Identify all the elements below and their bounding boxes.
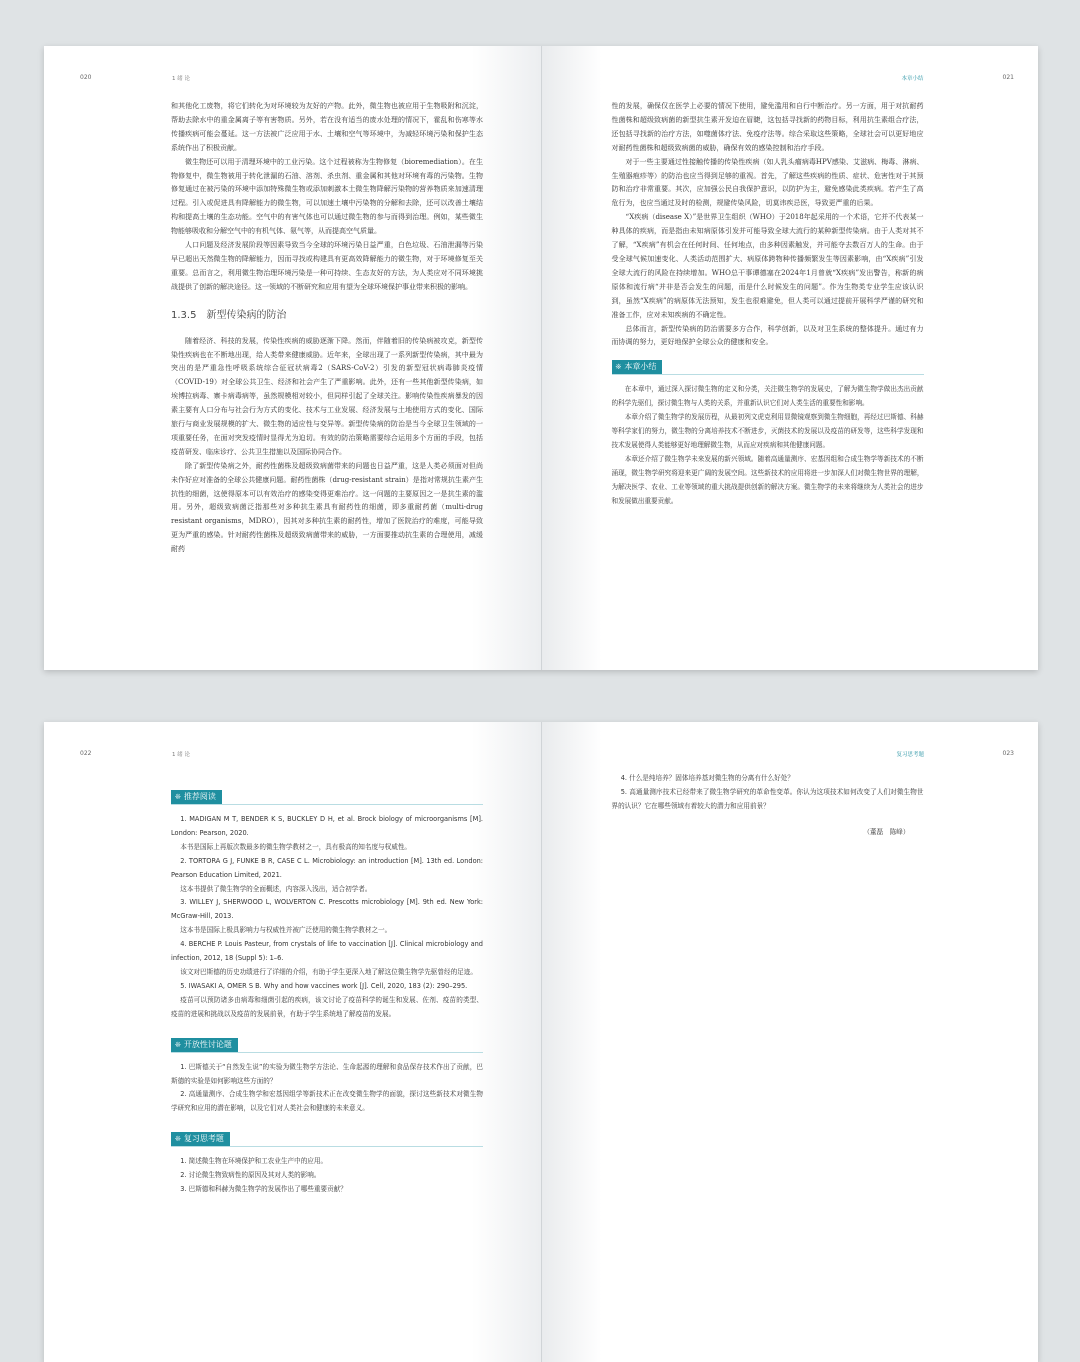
review-box-header [171, 1132, 483, 1147]
summary-paragraph: 在本章中，通过深入探讨微生物的定义和分类，关注微生物学的发展史，了解为微生物学做出杰出贡献的科学先驱们，探讨微生物与人类的关系，并重新认识它们对人类生活的重要性和影响。 [611, 385, 924, 408]
review-item: 2. 讨论微生物致病性的原因及其对人类的影响。 [180, 1171, 321, 1180]
summary-title: 本章小结 [624, 362, 657, 372]
running-head: 1 绪 论 [172, 752, 190, 758]
body-text [171, 780, 483, 1197]
discussion-title: 开放性讨论题 [183, 1039, 232, 1049]
summary-tag [612, 360, 663, 374]
reading-title: 推荐阅读 [183, 792, 216, 801]
reading-list [171, 813, 483, 1022]
reference-item: 5. IWASAKI A, OMER S B. Why and how vaccines work [J]. Cell, 2020, 183 (2): 290–295. [180, 981, 468, 990]
paragraph: “X疾病（disease X）”是世界卫生组织（WHO）于2018年起采用的一个术语，它并不代表某一种具体的疾病，而是指由未知病原体引发并可能导致全球大流行的某种新型传染病。由于人类对其不了解，“X疾病”有机会在任何时间、任何地点，由多种因素触发，并可能夺去数百万人的生命。由于受全球气候加速变化、人类活动范围扩大、病原体跨物种传播频繁发生等因素影响，由“X疾病”引发全球大流行的风险在持续增加。WHO总干事谭德塞在2024年1月曾就“X疾病”发出警告，称新的病原体和流行病“并非是否会发生的问题，而是什么时候发生的问题”。作为生物类专业学生应该认识到，虽然“X疾病”的病原体无法预知，发生也很难避免，但人类可以通过提前开展科学严谨的研究和准备工作，应对未知疾病的不确定性。 [611, 213, 924, 319]
page-number: 021 [1002, 74, 1014, 81]
reference-note: 这本书提供了微生物学的全面概述，内容深入浅出，适合初学者。 [180, 884, 372, 893]
author-signature: （董磊 陈峰） [863, 827, 910, 836]
review-title: 复习思考题 [183, 1134, 224, 1144]
paragraph: 性的发展，确保仅在医学上必要的情况下使用，避免滥用和自行中断治疗。另一方面，用于对抗耐药性菌株和超级致病菌的新型抗生素开发迫在眉睫，这包括寻找新的药物目标，利用抗生素组合疗法，还包括寻找新的治疗方法，如噬菌体疗法、免疫疗法等。综合采取这些策略，全球社会可以更好地应对耐药性菌株和超级致病菌的威胁，确保有效的感染控制和治疗手段。 [611, 102, 924, 152]
page-022 [44, 722, 541, 1362]
paragraph: 和其他化工废物，将它们转化为对环境较为友好的产物。此外，微生物也被应用于生物吸附和沉淀，帮助去除水中的重金属离子等有害物质。另外，若在没有适当的废水处理的情况下，霍乱和伤寒等水传播疾病可能会蔓延。这一方法被广泛应用于水、土壤和空气等环境中，为减轻环境污染和保护生态系统作出了积极贡献。 [171, 102, 483, 152]
review-item: 1. 简述微生物在环境保护和工农业生产中的应用。 [180, 1157, 328, 1166]
paragraph: 对于一些主要通过性接触传播的传染性疾病（如人乳头瘤病毒HPV感染、艾滋病、梅毒、淋病、生殖器疱疹等）的防治也应当得到足够的重视。首先，了解这些疾病的性质、症状、危害性对于其预防和治疗非常重要。其次，应加强公民自我保护意识，以防护为主，避免感染此类疾病。若产生了高危行为，也应当通过及时的检测，规避传染风险，切莫讳疾忌医，导致更严重的后果。 [611, 157, 924, 208]
snowflake-icon: ❊ [615, 363, 622, 372]
review-tag [171, 1132, 230, 1146]
reference-note: 该文对巴斯德的历史功绩进行了详细的介绍，有助于学生更深入地了解这位微生物学先驱曾经的足迹。 [180, 967, 477, 976]
paragraph: 人口问题及经济发展阶段等因素导致当今全球的环境污染日益严重，白色垃圾、石油泄漏等污染早已超出天然微生物的降解能力，因而寻找或构建具有更高效降解能力的微生物，对于环境修复至关重要。总而言之，利用微生物治理环境污染是一种可持续、生态友好的方法，为人类应对不同环境挑战提供了创新的解决途径。这一领域的不断研究和应用有望为全球环境保护事业带来积极的影响。 [171, 241, 483, 291]
discussion-item: 1. 巴斯德关于“自然发生说”的实验为微生物学方法论、生命起源的理解和食品保存技术作出了贡献，巴斯德的实验是如何影响这些方面的？ [171, 1062, 483, 1085]
review-list [171, 1155, 483, 1197]
section-title: 1.3.5 新型传染病的防治 [171, 309, 287, 321]
discussion-list [171, 1061, 483, 1117]
paragraph: 除了新型传染病之外，耐药性菌株及超级致病菌带来的问题也日益严重，这是人类必须面对但尚未作好应对准备的全球公共健康问题。耐药性菌株（drug-resistant strain）是指对常规抗生素产生抗性的细菌，这使得原本可以有效治疗的感染变得更难治疗。这一问题的主要原因之一是抗生素的滥用。另外，超级致病菌泛指那些对多种抗生素具有耐药性的细菌，即多重耐药菌（multi-drug resistant organisms，MDRO），因其对多种抗生素的耐药性，增加了医院治疗的难度，可能导致更为严重的感染。针对耐药性菌株及超级致病菌带来的威胁，一方面要推动抗生素的合理使用，减缓耐药 [171, 461, 483, 554]
running-head: 1 绪 论 [172, 76, 190, 82]
running-head: 本章小结 [901, 76, 924, 82]
top-spread [44, 46, 1038, 670]
review-item: 4. 什么是纯培养？固体培养基对微生物的分离有什么好处？ [620, 774, 794, 782]
snowflake-icon: ❊ [175, 793, 181, 801]
reference-note: 本书是国际上再版次数最多的微生物学教材之一，具有极高的知名度与权威性。 [180, 842, 412, 851]
reference-note: 疫苗可以预防诸多由病毒和细菌引起的疾病，该文讨论了疫苗科学的诞生和发展、佐剂、疫苗的类型、疫苗的进展和挑战以及疫苗的发展前景，有助于学生系统地了解疫苗的发展。 [171, 995, 483, 1018]
review-item: 3. 巴斯德和科赫为微生物学的发展作出了哪些重要贡献？ [180, 1185, 347, 1194]
paragraph: 随着经济、科技的发展，传染性疾病的威胁逐渐下降。然而，伴随着旧的传染病被攻克，新型传染性疾病也在不断地出现，给人类带来健康威胁。近年来，全球出现了一系列新型传染病，其中最为突出的是严重急性呼吸系统综合征冠状病毒2（SARS-CoV-2）引发的新型冠状病毒肺炎疫情（COVID-19）对全球公共卫生、经济和社会产生了严重影响。此外，还有一些其他新型传染病，如埃博拉病毒、寨卡病毒病等，虽然规模相对较小，但同样引起了全球关注。影响传染性疾病暴发的因素主要有人口分布与社会行为方式的变化、技术与工业发展、经济发展与土地使用方式的变化、国际旅行与商业发展规模的扩大、微生物的适应性与变异等。新型传染病的防治是当今全球卫生领域的一项重要任务，在面对突发疫情时显得尤为迫切。有效的防治策略需要综合运用多个方面的手段，包括疫苗研发、临床诊疗、公共卫生措施以及国际协同合作。 [171, 336, 483, 456]
reference-item: 3. WILLEY J, SHERWOOD L, WOLVERTON C. Prescotts microbiology [M]. 9th ed. New York: McGraw-Hill, 2013. [171, 898, 483, 921]
summary-paragraph: 本章还介绍了微生物学未来发展的新兴领域。随着高通量测序、宏基因组和合成生物学等新技术的不断涌现，微生物学研究将迎来更广阔的发展空间。这些新技术的应用将进一步加深人们对微生物世界的理解，为解决医学、农业、工业等领域的重大挑战提供创新的解决方案。微生物学的未来将继续为人类社会的进步和发展做出重要贡献。 [611, 454, 924, 505]
body-text [612, 772, 924, 840]
page-021 [541, 46, 1039, 670]
running-head: 复习思考题 [896, 752, 925, 758]
reading-box-header [171, 790, 483, 805]
page-number: 022 [80, 750, 92, 757]
body-text [612, 100, 924, 508]
review-list-continued [612, 772, 924, 814]
page-023 [541, 722, 1039, 1362]
reference-item: 2. TORTORA G J, FUNKE B R, CASE C L. Microbiology: an introduction [M]. 13th ed. London: Pearson Education Limited, 2021. [171, 856, 483, 879]
reference-item: 4. BERCHE P. Louis Pasteur, from crystals of life to vaccination [J]. Clinical microbiology and infection, 2012, 18 (Suppl 5): 1–6. [171, 940, 483, 963]
reference-item: 1. MADIGAN M T, BENDER K S, BUCKLEY D H, et al. Brock biology of microorganisms [M]. London: Pearson, 2020. [171, 815, 483, 837]
discussion-tag [171, 1038, 238, 1052]
reference-note: 这本书是国际上极具影响力与权威性并被广泛使用的微生物学教材之一。 [180, 926, 392, 935]
review-item: 5. 高通量测序技术已经带来了微生物学研究的革命性变革。你认为这项技术如何改变了人们对微生物世界的认识？它在哪些领域有着较大的潜力和应用前景？ [611, 787, 924, 810]
summary-paragraph: 本章介绍了微生物学的发展历程，从最初列文虎克利用显微镜观察到微生物细胞，再经过巴斯德、科赫等科学家们的努力，微生物的分离培养技术不断进步，灭菌技术的发展以及疫苗的研发等，这些科学发现和技术发展使得人类能够更好地理解微生物，从而应对疾病和其他健康问题。 [611, 413, 924, 449]
page-number: 023 [1002, 750, 1014, 757]
page-020 [44, 46, 541, 670]
page-number: 020 [80, 74, 92, 81]
summary-box-header [612, 360, 924, 375]
snowflake-icon: ❊ [175, 1040, 181, 1049]
discussion-box-header [171, 1038, 483, 1053]
discussion-item: 2. 高通量测序、合成生物学和宏基因组学等新技术正在改变微生物学的面貌，探讨这些新技术对微生物学研究和应用的潜在影响，以及它们对人类社会和健康的未来意义。 [171, 1090, 483, 1113]
paragraph: 微生物还可以用于清理环境中的工业污染。这个过程被称为生物修复（bioremediation）。在生物修复中，微生物被用于转化泄漏的石油、溶剂、杀虫剂、重金属和其他对环境有毒的污染物。生物修复通过在被污染的环境中添加特殊微生物或添加刺激本土微生物降解污染物的营养物质来加速清理过程。引入或促进具有降解能力的微生物，可以加速土壤中污染物的分解和去除，还可以改善土壤结构和提高土壤的生态功能。空气中的有害气体也可以通过微生物的参与而得到治理。例如，某些微生物能够吸收和分解空气中的有机气体、氨气等，从而提高空气质量。 [171, 157, 483, 236]
reading-tag [171, 790, 222, 804]
snowflake-icon: ❊ [175, 1135, 181, 1144]
paragraph: 总体而言，新型传染病的防治需要多方合作，科学创新，以及对卫生系统的整体提升。通过有力而协调的努力，更好地保护全球公众的健康和安全。 [611, 324, 924, 347]
bottom-spread [44, 722, 1038, 1362]
body-text [171, 100, 483, 557]
